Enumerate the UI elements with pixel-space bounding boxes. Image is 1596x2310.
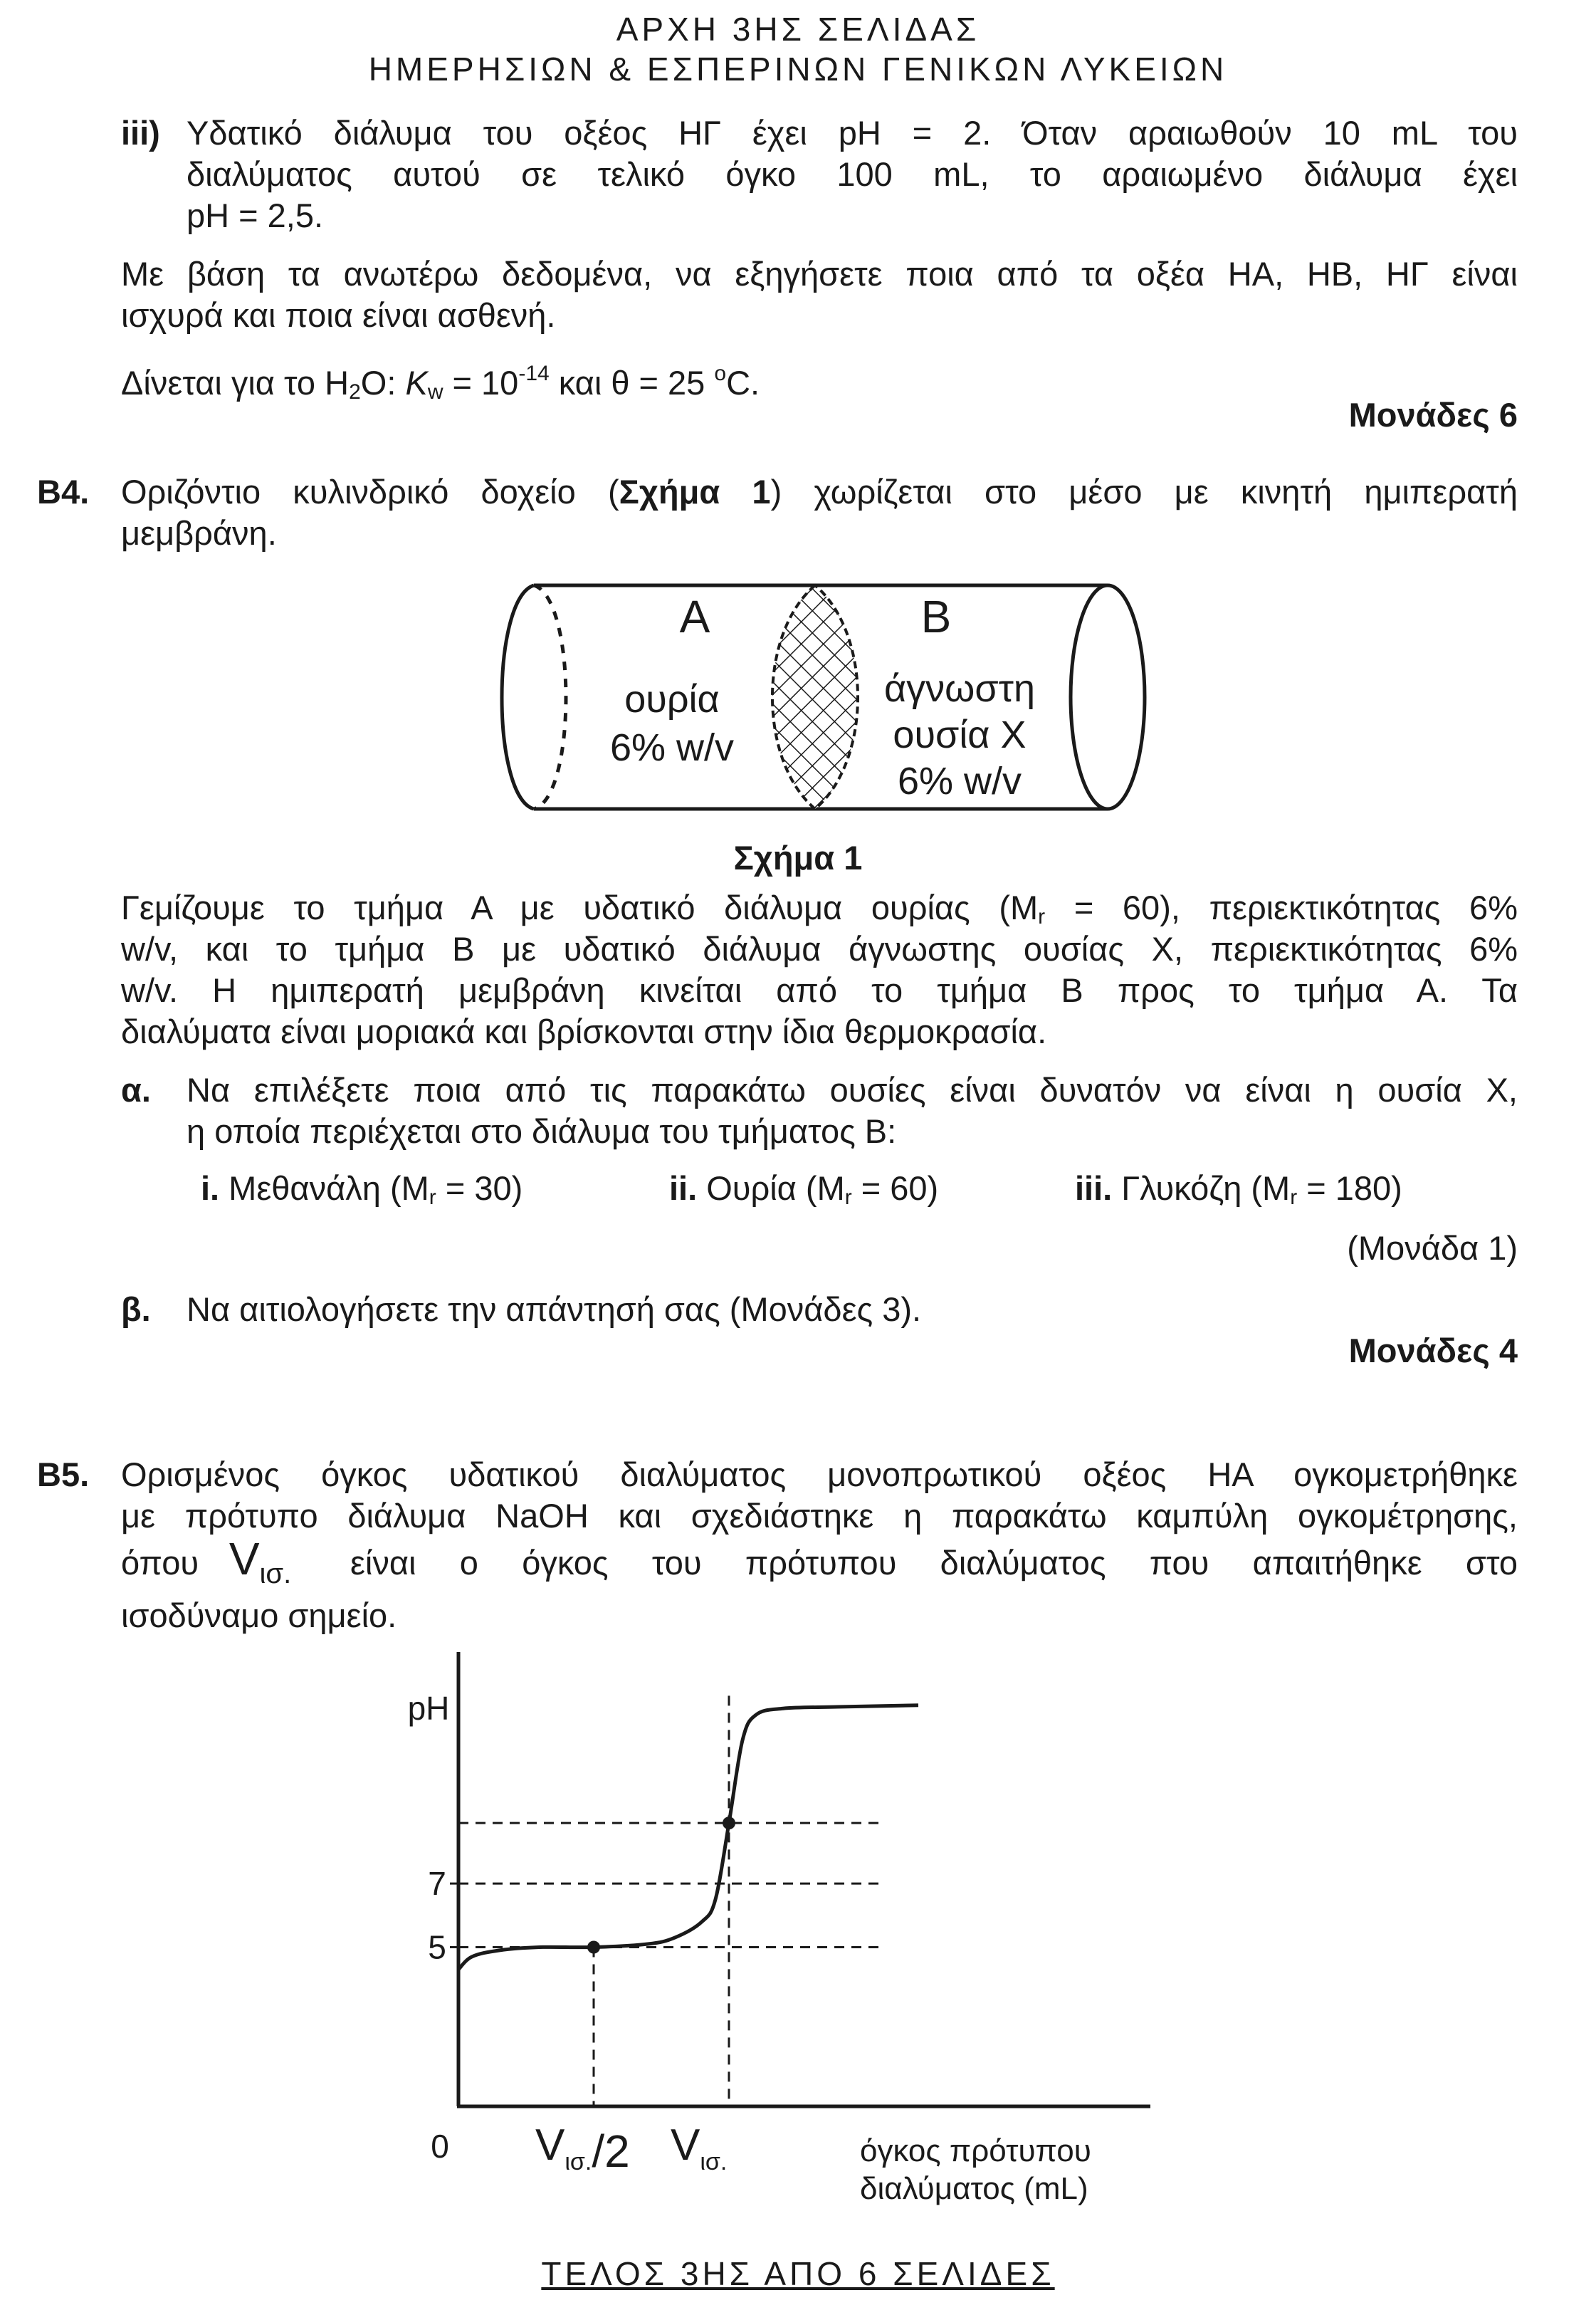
section-a-substance: ουρία bbox=[624, 678, 720, 721]
given-w: w bbox=[427, 380, 443, 404]
y-tick-label-5: 5 bbox=[428, 1928, 446, 1966]
header-line-2: ΗΜΕΡΗΣΙΩΝ & ΕΣΠΕΡΙΝΩΝ ΓΕΝΙΚΩΝ ΛΥΚΕΙΩΝ bbox=[368, 51, 1228, 88]
marked-point-2 bbox=[723, 1817, 735, 1829]
figure-caption: Σχήμα 1 bbox=[733, 839, 863, 877]
v-eq-v: V bbox=[229, 1533, 260, 1584]
option-1-label: i. bbox=[201, 1169, 220, 1207]
section-a-concentration: 6% w/v bbox=[609, 726, 735, 769]
beta-label: β. bbox=[121, 1290, 151, 1328]
given-c: C. bbox=[726, 364, 760, 402]
cylinder-right-end bbox=[1071, 585, 1145, 809]
option-1-text: Μεθανάλη (M bbox=[219, 1169, 429, 1207]
item-iii-line-2: διαλύματος αυτού σε τελικό όγκο 100 mL, το αραιωμένο διάλυμα έχει bbox=[187, 155, 1518, 193]
item-iii-label: iii) bbox=[121, 114, 160, 152]
titration-curve bbox=[458, 1705, 918, 1970]
b3-marks: Μονάδες 6 bbox=[1348, 396, 1518, 434]
membrane bbox=[772, 585, 858, 809]
given-o: O: bbox=[360, 364, 406, 402]
b4-label: Β4. bbox=[37, 473, 90, 511]
v-eq-symbol bbox=[229, 1533, 292, 1594]
b4-intro-line-2: μεμβράνη. bbox=[121, 514, 277, 552]
y-axis-label: pH bbox=[407, 1690, 450, 1727]
explain-line-2: ισχυρά και ποια είναι ασθενή. bbox=[121, 296, 556, 334]
b4-text-line-2: w/v, και το τμήμα Β με υδατικό διάλυμα άγνωστης ουσίας Χ, περιεκτικότητας 6% bbox=[121, 930, 1518, 968]
x-axis-label-line-1: όγκος πρότυπου bbox=[860, 2133, 1091, 2168]
cylinder-left-end bbox=[502, 585, 534, 809]
option-1 bbox=[201, 1168, 523, 1218]
header-line-1: ΑΡΧΗ 3ΗΣ ΣΕΛΙΔΑΣ bbox=[616, 11, 980, 48]
option-3-text: Γλυκόζη (M bbox=[1112, 1169, 1291, 1207]
b4-text-1a: Γεμίζουμε το τμήμα Α με υδατικό διάλυμα ουρίας (M bbox=[121, 889, 1039, 926]
b4-text-1-sub: r bbox=[1038, 905, 1046, 929]
option-2-sub: r bbox=[844, 1186, 852, 1209]
figure-cylinder bbox=[491, 577, 1153, 819]
option-2 bbox=[669, 1168, 938, 1218]
option-2-rest: = 60) bbox=[851, 1169, 939, 1207]
page-footer: ΤΕΛΟΣ 3ΗΣ ΑΠΟ 6 ΣΕΛΙΔΕΣ bbox=[541, 2255, 1055, 2292]
given-h2o-sub: 2 bbox=[349, 380, 361, 404]
b5-label: Β5. bbox=[37, 1455, 90, 1493]
b4-text-1b: = 60), περιεκτικότητας 6% bbox=[1045, 889, 1518, 926]
explain-line-1: Με βάση τα ανωτέρω δεδομένα, να εξηγήσετε ποια από τα οξέα ΗΑ, ΗΒ, ΗΓ είναι bbox=[121, 255, 1518, 293]
option-3-sub: r bbox=[1290, 1186, 1298, 1209]
option-1-sub: r bbox=[429, 1186, 436, 1209]
given-degree: o bbox=[714, 362, 727, 385]
given-prefix: Δίνεται για το H bbox=[121, 364, 350, 402]
given-exp: -14 bbox=[518, 362, 550, 385]
section-b-line-3: 6% w/v bbox=[897, 760, 1022, 803]
given-k: K bbox=[405, 364, 428, 402]
x-axis-label-line-2: διαλύματος (mL) bbox=[860, 2171, 1088, 2206]
b5-line-3-rest: είναι ο όγκος του πρότυπου διαλύματος που απαιτήθηκε στο bbox=[350, 1544, 1518, 1582]
option-2-label: ii. bbox=[669, 1169, 698, 1207]
b4-intro-b: ) χωρίζεται στο μέσο με κινητή ημιπερατή bbox=[770, 473, 1518, 511]
alpha-marks: (Μονάδα 1) bbox=[1347, 1229, 1518, 1267]
b4-text-line-3: w/v. Η ημιπερατή μεμβράνη κινείται από το τμήμα Β προς το τμήμα Α. Τα bbox=[121, 971, 1518, 1009]
b5-line-1: Ορισμένος όγκος υδατικού διαλύματος μονοπρωτικού οξέος ΗΑ ογκομετρήθηκε bbox=[121, 1455, 1518, 1493]
option-1-rest: = 30) bbox=[436, 1169, 523, 1207]
item-iii-line-3: pH = 2,5. bbox=[187, 197, 324, 234]
titration-chart bbox=[384, 1638, 1239, 2222]
section-b-line-2: ουσία X bbox=[893, 714, 1027, 756]
alpha-label: α. bbox=[121, 1071, 151, 1109]
alpha-line-2: η οποία περιέχεται στο διάλυμα του τμήματος Β: bbox=[187, 1112, 897, 1150]
given-rest: και θ = 25 bbox=[549, 364, 715, 402]
y-tick-label-7: 7 bbox=[428, 1865, 446, 1903]
b4-intro-line-1 bbox=[121, 471, 1518, 513]
beta-text: Να αιτιολογήσετε την απάντησή σας (Μονάδες 3). bbox=[187, 1290, 922, 1328]
b4-intro-a: Οριζόντιο κυλινδρικό δοχείο ( bbox=[121, 473, 619, 511]
section-a-label: A bbox=[679, 591, 710, 642]
b4-marks: Μονάδες 4 bbox=[1348, 1332, 1518, 1369]
b5-line-4: ισοδύναμο σημείο. bbox=[121, 1596, 397, 1634]
x-tick-label-1: $V_{\iota\sigma.}/2$ bbox=[535, 2121, 630, 2177]
option-3-rest: = 180) bbox=[1297, 1169, 1402, 1207]
cylinder-left-hidden-end bbox=[534, 585, 566, 809]
b4-text-line-4: διαλύματα είναι μοριακά και βρίσκονται στην ίδια θερμοκρασία. bbox=[121, 1013, 1047, 1050]
origin-label: 0 bbox=[431, 2128, 449, 2165]
item-iii-line-1: Υδατικό διάλυμα του οξέος ΗΓ έχει pH = 2. Όταν αραιωθούν 10 mL του bbox=[187, 114, 1518, 152]
section-b-label: B bbox=[920, 591, 952, 642]
section-b-line-1: άγνωστη bbox=[883, 667, 1036, 710]
option-3-label: iii. bbox=[1075, 1169, 1113, 1207]
given-constants bbox=[121, 353, 760, 413]
marked-point-1 bbox=[587, 1941, 600, 1954]
x-tick-label-2: $V_{\iota\sigma.}$ bbox=[671, 2121, 728, 2175]
given-eq: = 10 bbox=[443, 364, 519, 402]
option-3 bbox=[1075, 1168, 1402, 1218]
v-eq-sub: ισ. bbox=[259, 1558, 292, 1589]
b5-line-2: με πρότυπο διάλυμα NaOH και σχεδιάστηκε η παρακάτω καμπύλη ογκομέτρησης, bbox=[121, 1497, 1518, 1535]
alpha-line-1: Να επιλέξετε ποια από τις παρακάτω ουσίες είναι δυνατόν να είναι η ουσία Χ, bbox=[187, 1071, 1518, 1109]
b5-line-3-start: όπου bbox=[121, 1544, 199, 1582]
option-2-text: Ουρία (M bbox=[697, 1169, 845, 1207]
b4-intro-bold: Σχήμα 1 bbox=[619, 473, 771, 511]
b5-line-3 bbox=[121, 1533, 1518, 1594]
